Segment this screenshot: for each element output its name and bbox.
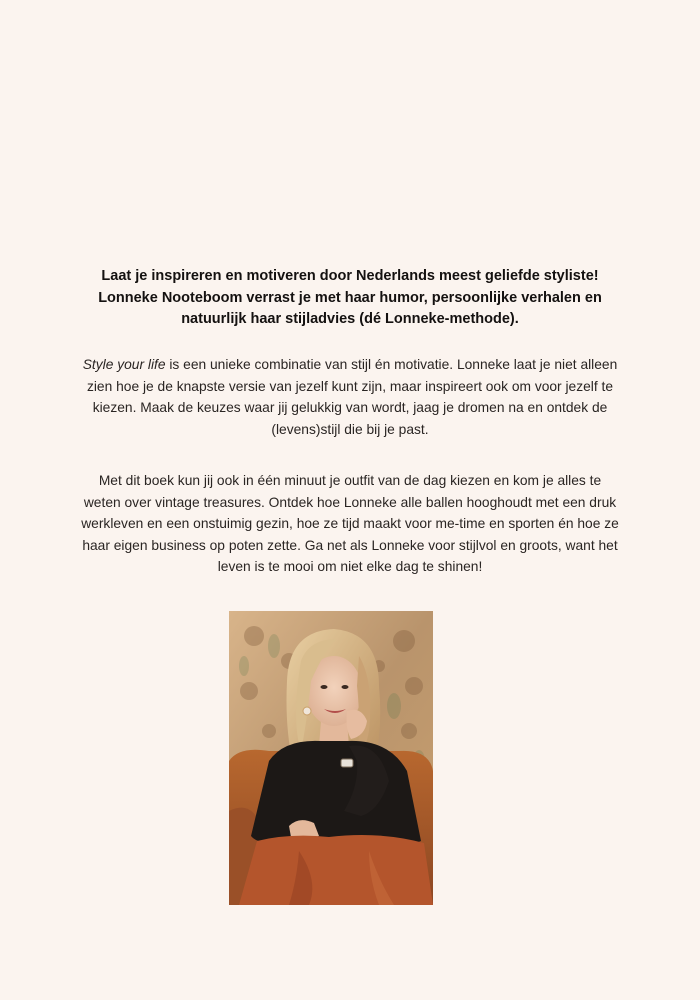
author-photo-illustration — [229, 611, 433, 905]
description-paragraph-2 — [80, 470, 620, 578]
paragraph-1-text: is een unieke combinatie van stijl én motivatie. Lonneke laat je niet alleen zien hoe je de knapste versie van jezelf kunt zijn, maar inspireert ook om voor jezelf te kiezen. Maak de keuzes waar jij gelukkig van wordt, jaag je dromen na en ontdek de (levens)stijl die bij je past. — [86, 357, 618, 437]
paragraph-2-text: Met dit boek kun jij ook in één minuut je outfit van de dag kiezen en kom je alles te weten over vintage treasures. Ontdek hoe Lonneke alle ballen hooghoudt met een druk werkleven en een onstuimig gezin, hoe ze tijd maakt voor me-time en sporten én hoe ze haar eigen business op poten zette. Ga net als Lonneke voor stijlvol en groots, want het leven is te mooi om niet elke dag te shinen! — [81, 473, 619, 574]
intro-text: Laat je inspireren en motiveren door Nederlands meest geliefde styliste! Lonneke Nooteboom verrast je met haar humor, persoonlijke verhalen en natuurlijk haar stijladvies (dé Lonneke-methode). — [98, 268, 602, 327]
intro-paragraph — [80, 266, 620, 331]
author-photo — [229, 611, 433, 905]
description-paragraph-1 — [80, 354, 620, 440]
book-title-italic: Style your life — [82, 357, 166, 372]
